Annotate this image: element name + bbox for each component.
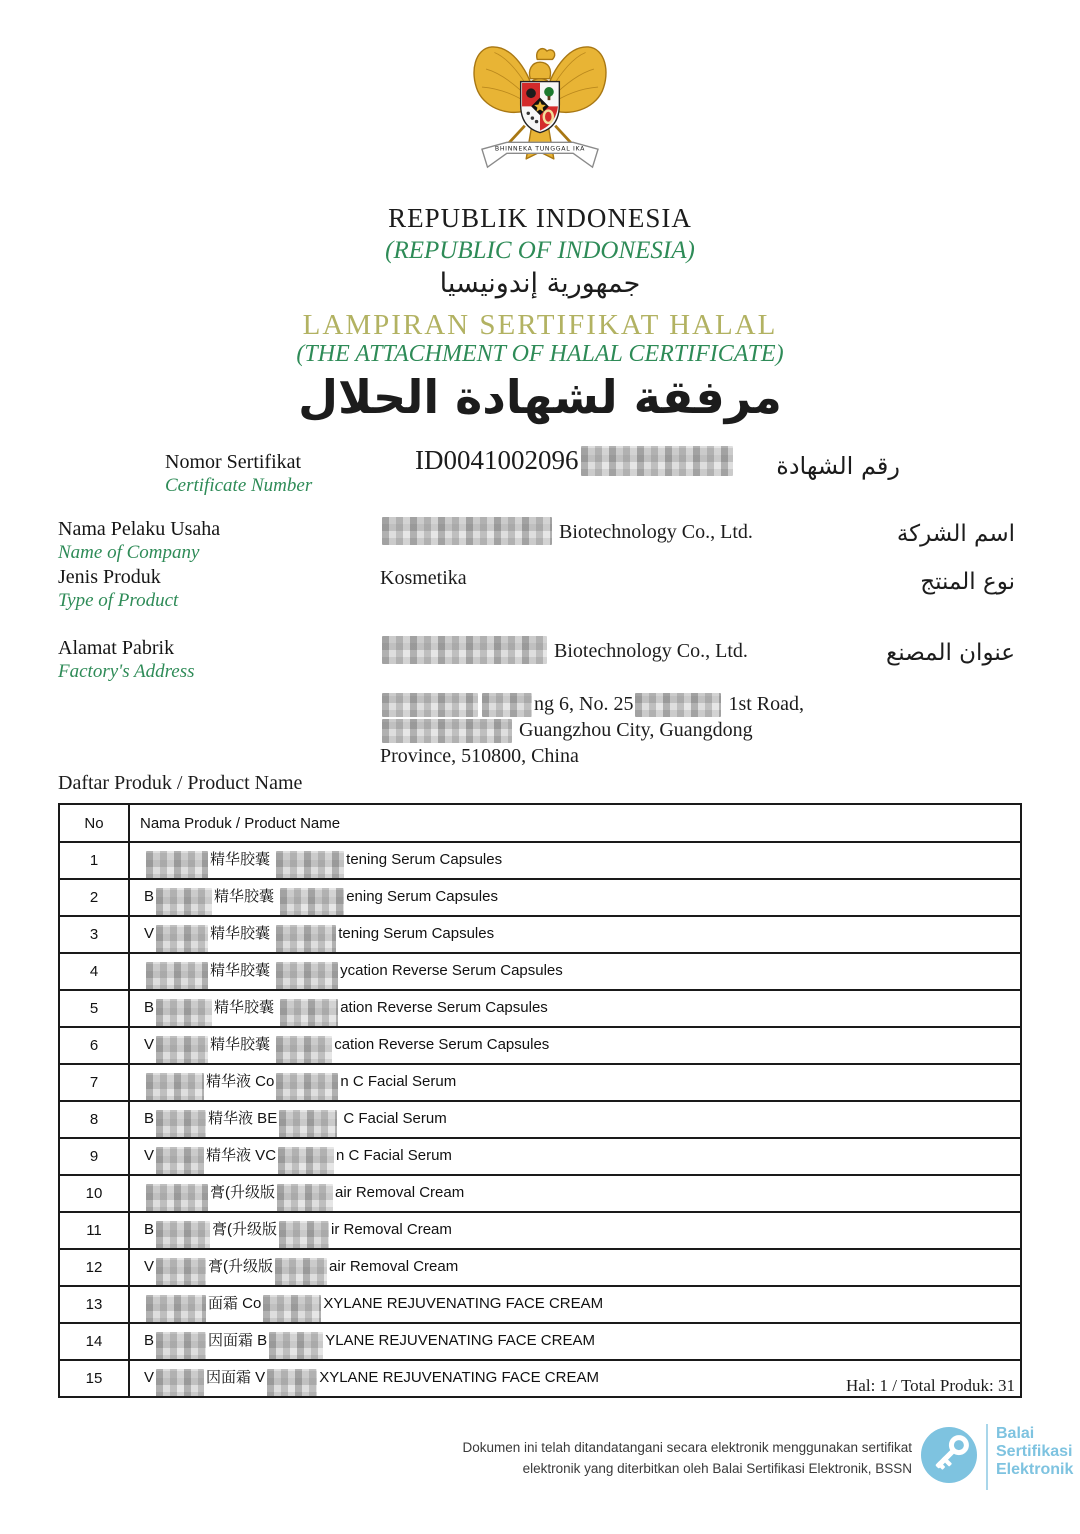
product-name-cell: 膏(升级版 air Removal Cream <box>129 1175 1021 1212</box>
table-row <box>59 842 1021 879</box>
redacted-blur <box>276 851 344 879</box>
redacted-blur <box>275 1258 327 1286</box>
product-name-cell: 精华液 Co n C Facial Serum <box>129 1064 1021 1101</box>
redacted-blur <box>276 962 338 990</box>
table-row <box>59 1286 1021 1323</box>
row-number: 13 <box>59 1286 129 1323</box>
row-number: 2 <box>59 879 129 916</box>
redacted-blur <box>382 719 512 743</box>
row-number: 5 <box>59 990 129 1027</box>
row-number: 8 <box>59 1101 129 1138</box>
country-title: REPUBLIK INDONESIA <box>388 203 692 233</box>
product-type-label-id: Jenis Produk <box>58 566 161 588</box>
redacted-blur <box>382 636 547 664</box>
factory-label-en: Factory's Address <box>58 661 195 682</box>
row-number: 6 <box>59 1027 129 1064</box>
factory-company-value: Biotechnology Co., Ltd. <box>380 636 748 664</box>
certificate-number-row <box>0 445 1080 508</box>
bse-logo-line: Balai <box>996 1425 1035 1442</box>
factory-address-line: Guangzhou City, Guangdong <box>380 717 804 743</box>
redacted-blur <box>279 1110 337 1138</box>
product-name-cell: V 精华胶囊 tening Serum Capsules <box>129 916 1021 953</box>
row-number: 7 <box>59 1064 129 1101</box>
redacted-blur <box>482 693 532 717</box>
redacted-blur <box>156 1110 206 1138</box>
redacted-blur <box>146 962 208 990</box>
product-name-cell: V 精华胶囊 cation Reverse Serum Capsules <box>129 1027 1021 1064</box>
product-name-cell: B 膏(升级版 ir Removal Cream <box>129 1212 1021 1249</box>
document-title: LAMPIRAN SERTIFIKAT HALAL <box>302 309 778 341</box>
bse-logo-text <box>996 1425 1073 1479</box>
product-name-cell: B 因面霜 B YLANE REJUVENATING FACE CREAM <box>129 1323 1021 1360</box>
table-row <box>59 1249 1021 1286</box>
redacted-blur <box>146 851 208 879</box>
table-row <box>59 1175 1021 1212</box>
table-row <box>59 1212 1021 1249</box>
redacted-blur <box>382 517 552 545</box>
redacted-blur <box>146 1184 208 1212</box>
row-number: 4 <box>59 953 129 990</box>
redacted-blur <box>146 1295 206 1323</box>
emblem-motto: BHINNEKA TUNGGAL IKA <box>494 145 586 153</box>
emblem-container <box>0 22 1080 193</box>
factory-label-ar: عنوان المصنع <box>886 640 1015 666</box>
redacted-blur <box>276 925 336 953</box>
table-row <box>59 990 1021 1027</box>
table-row <box>59 1101 1021 1138</box>
certificate-number-labels <box>165 450 312 498</box>
redacted-blur <box>279 1221 329 1249</box>
redacted-blur <box>280 888 344 916</box>
redacted-blur <box>267 1369 317 1397</box>
certificate-number-label-en: Certificate Number <box>165 475 313 496</box>
table-row <box>59 879 1021 916</box>
row-number: 12 <box>59 1249 129 1286</box>
row-number: 14 <box>59 1323 129 1360</box>
factory-address-block <box>380 691 804 769</box>
redacted-blur <box>146 1073 204 1101</box>
redacted-blur <box>156 1221 210 1249</box>
redacted-blur <box>156 888 212 916</box>
certificate-number-label-ar: رقم الشهادة <box>776 452 900 480</box>
company-label-id: Nama Pelaku Usaha <box>58 518 221 540</box>
row-number: 11 <box>59 1212 129 1249</box>
company-row <box>0 517 1080 571</box>
redacted-blur <box>156 1258 206 1286</box>
factory-labels <box>58 636 195 684</box>
product-name-cell: 精华胶囊 ycation Reverse Serum Capsules <box>129 953 1021 990</box>
certificate-number-value: ID0041002096 <box>415 445 735 476</box>
product-type-labels <box>58 565 178 613</box>
product-name-cell: 精华胶囊 tening Serum Capsules <box>129 842 1021 879</box>
company-label-ar: اسم الشركة <box>896 521 1015 547</box>
factory-address-line: ng 6, No. 25 1st Road, <box>380 691 804 717</box>
redacted-blur <box>635 693 721 717</box>
row-number: 3 <box>59 916 129 953</box>
electronic-signature-note <box>372 1438 912 1480</box>
page-info: Hal: 1 / Total Produk: 31 <box>846 1376 1015 1395</box>
document-title-english: (THE ATTACHMENT OF HALAL CERTIFICATE) <box>296 341 784 367</box>
redacted-blur <box>156 999 212 1027</box>
redacted-blur <box>269 1332 323 1360</box>
table-row <box>59 1138 1021 1175</box>
table-row <box>59 1323 1021 1360</box>
product-name-cell: B 精华胶囊 ation Reverse Serum Capsules <box>129 990 1021 1027</box>
product-list-heading: Daftar Produk / Product Name <box>58 772 303 794</box>
table-row <box>59 916 1021 953</box>
column-header-no: No <box>59 804 129 842</box>
signature-note-line: elektronik yang diterbitkan oleh Balai Sertifikasi Elektronik, BSSN <box>522 1460 912 1476</box>
table-row <box>59 953 1021 990</box>
factory-label-id: Alamat Pabrik <box>58 637 175 659</box>
redacted-blur <box>156 1369 204 1397</box>
table-row <box>59 1064 1021 1101</box>
logo-divider <box>986 1424 988 1490</box>
redacted-blur <box>278 1147 334 1175</box>
table-header-row <box>59 804 1021 842</box>
product-type-label-en: Type of Product <box>58 590 179 611</box>
redacted-blur <box>382 693 478 717</box>
product-name-cell: V 精华液 VC n C Facial Serum <box>129 1138 1021 1175</box>
document-title-arabic: مرفقة لشهادة الحلال <box>298 370 782 424</box>
signature-note-line: Dokumen ini telah ditandatangani secara elektronik menggunakan sertifikat <box>462 1440 912 1455</box>
row-number: 15 <box>59 1360 129 1397</box>
factory-address-line: Province, 510800, China <box>380 745 579 767</box>
redacted-blur <box>277 1184 333 1212</box>
redacted-blur <box>156 925 208 953</box>
table-row <box>59 1027 1021 1064</box>
bse-logo <box>920 1420 1074 1504</box>
product-table-body <box>59 842 1021 1397</box>
product-name-cell: B 精华液 BE C Facial Serum <box>129 1101 1021 1138</box>
country-title-arabic: جمهورية إندونيسيا <box>439 268 641 299</box>
redacted-blur <box>276 1036 332 1064</box>
product-table <box>58 803 1022 1398</box>
product-type-value: Kosmetika <box>380 567 467 589</box>
bse-logo-line: Sertifikasi <box>996 1442 1073 1460</box>
product-type-row <box>0 565 1080 619</box>
country-title-english: (REPUBLIC OF INDONESIA) <box>385 237 695 264</box>
row-number: 9 <box>59 1138 129 1175</box>
garuda-emblem <box>464 22 616 188</box>
product-name-cell: V 膏(升级版 air Removal Cream <box>129 1249 1021 1286</box>
redacted-blur <box>581 446 733 476</box>
row-number: 10 <box>59 1175 129 1212</box>
certificate-number-label-id: Nomor Sertifikat <box>165 451 302 473</box>
company-value: Biotechnology Co., Ltd. <box>380 517 753 545</box>
factory-address-row <box>0 636 1080 690</box>
redacted-blur <box>276 1073 338 1101</box>
redacted-blur <box>280 999 338 1027</box>
bse-logo-line: Elektronik <box>996 1460 1074 1478</box>
company-labels <box>58 517 220 565</box>
column-header-name: Nama Produk / Product Name <box>129 804 1021 842</box>
redacted-blur <box>156 1147 204 1175</box>
product-type-label-ar: نوع المنتج <box>920 569 1015 595</box>
product-name-cell: V 因面霜 V XYLANE REJUVENATING FACE CREAM <box>129 1360 1021 1397</box>
company-label-en: Name of Company <box>58 542 200 563</box>
row-number: 1 <box>59 842 129 879</box>
redacted-blur <box>263 1295 321 1323</box>
product-name-cell: B 精华胶囊 ening Serum Capsules <box>129 879 1021 916</box>
product-name-cell: 面霜 Co XYLANE REJUVENATING FACE CREAM <box>129 1286 1021 1323</box>
key-icon <box>920 1426 978 1484</box>
redacted-blur <box>156 1332 206 1360</box>
redacted-blur <box>156 1036 208 1064</box>
